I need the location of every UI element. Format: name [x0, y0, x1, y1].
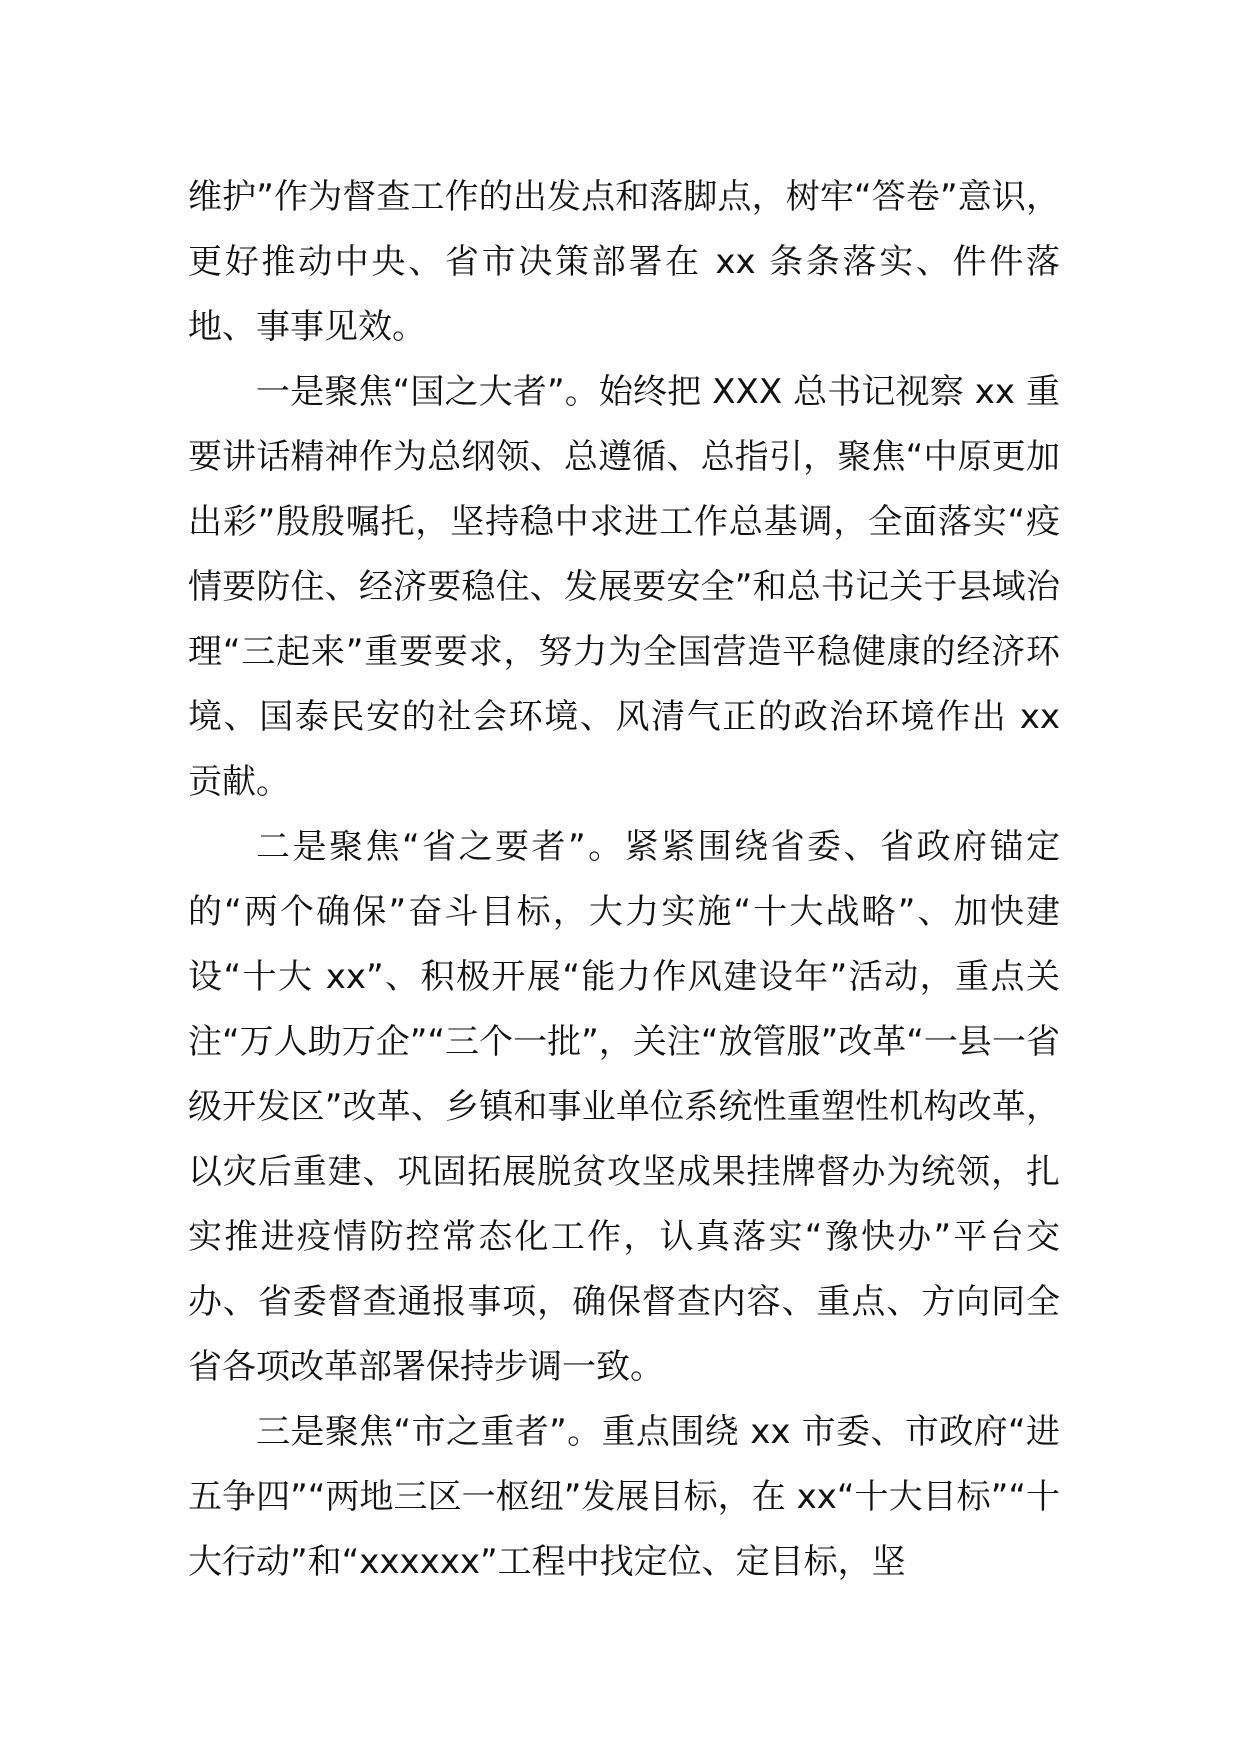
document-body	[188, 165, 1060, 1595]
paragraph-continuation: 维护”作为督查工作的出发点和落脚点，树牢“答卷”意识，更好推动中央、省市决策部署在 xx 条条落实、件件落地、事事见效。	[188, 177, 1060, 347]
paragraph-focus-national: 一是聚焦“国之大者”。始终把 XXX 总书记视察 xx 重要讲话精神作为总纲领、总遵循、总指引，聚焦“中原更加出彩”殷殷嘱托，坚持稳中求进工作总基调，全面落实“疫情要防住、经济要稳住、发展要安全”和总书记关于县域治理“三起来”重要要求，努力为全国营造平稳健康的经济环境、国泰民安的社会环境、风清气正的政治环境作出 xx 贡献。	[188, 372, 1060, 802]
paragraph-focus-municipal: 三是聚焦“市之重者”。重点围绕 xx 市委、市政府“进五争四”“两地三区一枢纽”发展目标，在 xx“十大目标”“十大行动”和“xxxxxx”工程中找定位、定目标，坚	[188, 1412, 1060, 1582]
paragraph-focus-provincial: 二是聚焦“省之要者”。紧紧围绕省委、省政府锚定的“两个确保”奋斗目标，大力实施“十大战略”、加快建设“十大 xx”、积极开展“能力作风建设年”活动，重点关注“万人助万企”“三个一批”，关注“放管服”改革“一县一省级开发区”改革、乡镇和事业单位系统性重塑性机构改革，以灾后重建、巩固拓展脱贫攻坚成果挂牌督办为统领，扎实推进疫情防控常态化工作，认真落实“豫快办”平台交办、省委督查通报事项，确保督查内容、重点、方向同全省各项改革部署保持步调一致。	[188, 827, 1060, 1387]
